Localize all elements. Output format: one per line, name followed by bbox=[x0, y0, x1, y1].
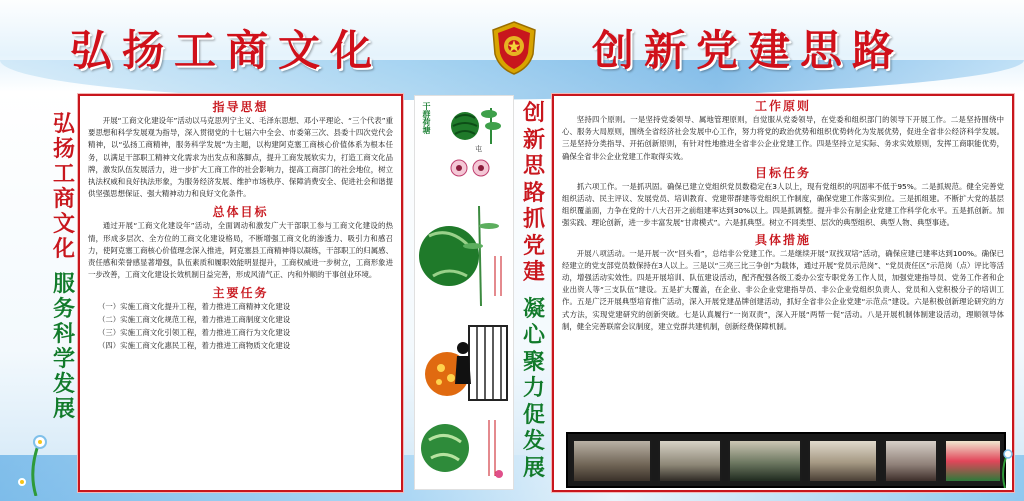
right-vert-char: 力 bbox=[522, 375, 545, 401]
left-vert-char: 扬 bbox=[52, 136, 75, 162]
right-vert-char: 抓 bbox=[522, 206, 545, 232]
right-vert-char: 新 bbox=[522, 126, 545, 153]
right-vertical-slogan bbox=[520, 100, 548, 481]
left-vert-char: 科 bbox=[52, 321, 75, 347]
measures-text: 开展八项活动。一是开展一次“回头看”，总结非公党建工作。二是继续开展“双找双培”活动，确保应建已建率达到100%。确保已经建立的党支部党员数保持在3人以上。三是以“三亮三比三争创”为载体，通过开展“党员示范岗”、“党员责任区”示范岗（点）评比等活动，增强活动实效性。四是开展培训、队伍建设活动，配齐配强各级工委办公室专职党务工作人员，加强党建指导员、党务工作者和企业出资人等“三支队伍”建设。五是扩大覆盖，在企业、非公企业党建指导员、非公企业党组织负责人、党员和入党积极分子的培训工作。五是广泛开展典型培育推广活动，深入开展党建品牌创建活动，抓好全省非公企业党建“示范点”建设。六是积极创新理论研究的方式方法，实现党建研究的创新突破。七是认真履行“一岗双责”，深入开展“两帮一促”活动。八是开展机制体制建设活动，理顺领导体制，健全完善联席会议制度，建立党群共建机制，创新经费保障机制。 bbox=[562, 248, 1004, 331]
goals-text: 通过开展“工商文化建设年”活动，全面调动和激发广大干部职工参与工商文化建设的热情，形成多层次、全方位的工商文化建设格局，不断增强工商文化的渗透力、吸引力和感召力，使阿克塞工商核心价值理念深入推进，阿克塞县工商精神得以凝练，干部职工的归属感、责任感和荣誉感显著增强，队伍素质和履职效能明显提升，工商权威进一步树立，工商形象进一步改善，工商文化建设长效机制日益完善，形成风清气正、内和外顺的干事创业环境。 bbox=[88, 221, 393, 280]
right-vert-char: 路 bbox=[522, 179, 545, 206]
left-vert-char: 展 bbox=[52, 396, 75, 422]
measures-title: 具体措施 bbox=[754, 232, 811, 247]
right-vert-char: 心 bbox=[522, 322, 545, 348]
plant-illustration bbox=[419, 410, 511, 486]
photo-meeting-2 bbox=[658, 439, 722, 483]
left-vert-char: 服 bbox=[52, 271, 75, 297]
left-vert-char: 学 bbox=[52, 346, 75, 372]
center-caption-top: 干群荷塘 bbox=[422, 102, 431, 134]
headline-right: 创新党建思路 bbox=[592, 26, 905, 75]
right-vert-char: 展 bbox=[522, 454, 545, 481]
right-vert-char: 促 bbox=[522, 401, 545, 428]
principles-text: 坚持四个原则。一是坚持党委领导、属地管理原则，自觉服从党委领导，在党委和组织部门的领导下开展工作。二是坚持围绕中心、服务大局原则，围绕全省经济社会发展中心工作，努力将党的政治优势和组织优势转化为发展优势，促进全省非公经济科学发展。三是坚持分类指导、开拓创新原则，有针对性地推进全省非公企业党建工作。四是坚持立足实际、务求实效原则，发挥工商职能优势，确保全省非公企业党建工作取得实效。 bbox=[562, 115, 1004, 161]
guiding-text: 开展“工商文化建设年”活动以马克思列宁主义、毛泽东思想、邓小平理论、“三个代表”重要思想和科学发展观为指导，深入贯彻党的十七届六中全会、市委第三次、县委十四次党代会精神，以“弘扬工商精神，服务科学发展”为主题，以构建阿克塞工商核心价值体系为根本任务，以满足干部职工精神文化需求为出发点和落脚点，提升工商发展软实力，打造工商文化品牌，激发队伍发展活力，进一步扩大工商工作的社会影响力，提高工商部门的社会地位，树立执法权威和良好执法形象，为服务经济发展、维护市场秩序、保障消费安全、促进社会和谐提供坚强思想保证、强大精神动力和良好文化条件。 bbox=[88, 116, 393, 199]
targets-text: 抓六项工作。一是抓巩固。确保已建立党组织党员数稳定在3人以上，现有党组织的巩固率不低于95%。二是抓规范。健全完善党组织活动、民主评议、发展党员、培训教育、党建带群建等党组织工作制度，确保党建工作落实到位。三是抓组建。不断扩大党的基层组织覆盖面，力争在党的十八大召开之前组建率达到30%以上。四是抓调整。提升非公有制企业党建工作科学化水平。五是抓创新。加强实践、理论创新，进一步丰富发展“甘肃模式”。六是抓典型。树立不同类型、层次的典型组织、典型人物、典型事迹。 bbox=[562, 181, 1004, 228]
right-vert-char: 建 bbox=[522, 259, 545, 285]
center-caption-mid: 屯 bbox=[475, 145, 482, 153]
photo-classroom bbox=[808, 439, 878, 483]
goals-title: 总体目标 bbox=[212, 205, 269, 220]
bamboo-illustration bbox=[419, 196, 511, 316]
left-vertical-slogan bbox=[50, 112, 78, 422]
project-item-4: （四）实施工商文化惠民工程，着力推进工商物质文化建设 bbox=[98, 340, 291, 350]
project-item-2: （二）实施工商文化规范工程，着力推进工商制度文化建设 bbox=[98, 315, 291, 325]
flower-decoration-left bbox=[6, 430, 66, 496]
right-vert-char: 党 bbox=[522, 232, 545, 259]
emblem-icon bbox=[489, 20, 539, 76]
center-illustration-column bbox=[414, 95, 514, 490]
right-vert-char: 发 bbox=[522, 428, 545, 454]
left-vert-char: 文 bbox=[52, 211, 75, 237]
targets-title: 目标任务 bbox=[754, 165, 811, 180]
headline-left: 弘扬工商文化 bbox=[70, 26, 383, 75]
left-content-panel bbox=[78, 94, 403, 492]
photo-meeting-1 bbox=[572, 439, 652, 483]
prison-bars-illustration bbox=[419, 318, 511, 408]
right-vert-char: 创 bbox=[522, 100, 545, 126]
left-vert-char: 弘 bbox=[52, 111, 75, 137]
right-vert-char: 思 bbox=[522, 153, 545, 179]
principles-title: 工作原则 bbox=[754, 99, 811, 113]
right-vert-char: 凝 bbox=[522, 295, 545, 322]
photo-conference bbox=[884, 439, 938, 483]
project-item-1: （一）实施工商文化提升工程，着力推进工商精神文化建设 bbox=[98, 302, 291, 312]
photo-office bbox=[728, 439, 802, 483]
sparkle-decoration-right bbox=[990, 448, 1020, 488]
left-vert-char: 商 bbox=[52, 186, 75, 212]
left-vert-char: 工 bbox=[52, 161, 75, 187]
photo-strip bbox=[566, 432, 1006, 488]
left-vert-char: 化 bbox=[52, 236, 75, 262]
guiding-title: 指导思想 bbox=[212, 100, 269, 114]
left-vert-char: 务 bbox=[52, 296, 75, 322]
projects-title: 主要任务 bbox=[212, 286, 269, 301]
left-vert-char: 发 bbox=[52, 371, 75, 397]
project-item-3: （三）实施工商文化引领工程，着力推进工商行为文化建设 bbox=[98, 328, 291, 338]
right-vert-char: 聚 bbox=[522, 348, 545, 375]
